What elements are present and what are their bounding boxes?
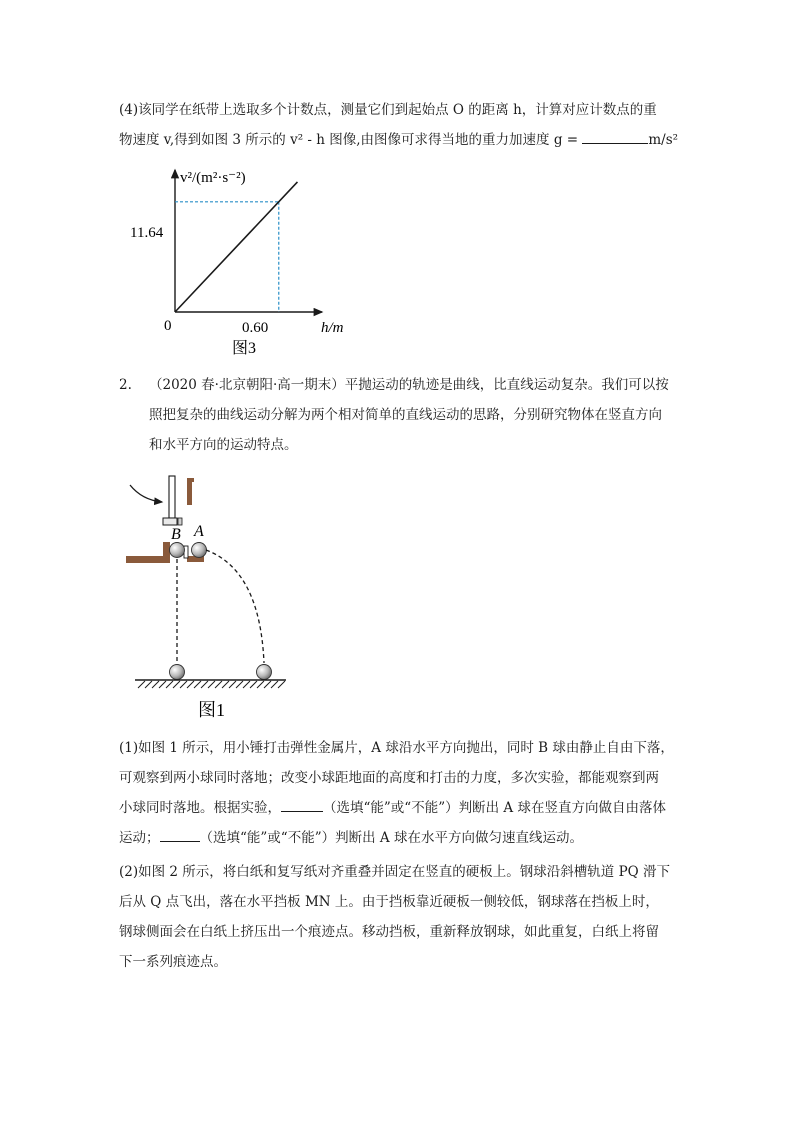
parabolic-trajectory xyxy=(206,550,264,663)
question-4-line-1: (4)该同学在纸带上选取多个计数点，测量它们到起始点 O 的距离 h，计算对应计数点的重 xyxy=(119,102,657,118)
figure-1-caption: 图1 xyxy=(198,700,225,720)
hatch-mark xyxy=(180,681,187,688)
label-b: B xyxy=(171,526,181,543)
figure-1-apparatus xyxy=(120,470,300,725)
sub-question-2-line-4: 下一系列痕迹点。 xyxy=(119,954,227,970)
hatch-mark xyxy=(166,681,173,688)
hatch-mark xyxy=(229,681,236,688)
sub-question-2-line-1: (2)如图 2 所示，将白纸和复写纸对齐重叠并固定在竖直的硬板上。钢球沿斜槽轨道 PQ 滑下 xyxy=(119,864,671,880)
question-2 xyxy=(119,370,679,460)
sub-question-2-line-3: 钢球侧面会在白纸上挤压出一个痕迹点。移动挡板，重新释放钢球，如此重复，白纸上将留 xyxy=(119,924,659,940)
y-axis-label: v²/(m²·s⁻²) xyxy=(180,170,246,186)
hatch-mark xyxy=(222,681,229,688)
ball-a xyxy=(192,543,207,558)
question-number: 2. xyxy=(119,377,132,393)
figure-3-caption: 图3 xyxy=(232,340,257,357)
sub-question-1-line-4 xyxy=(119,823,677,853)
hatch-mark xyxy=(236,681,243,688)
hatch-mark xyxy=(243,681,250,688)
hatch-mark xyxy=(250,681,257,688)
question-4-line-2 xyxy=(119,125,677,155)
figure-1 xyxy=(120,470,300,725)
hammer-head xyxy=(163,518,177,525)
question-2-line-1: （2020 春·北京朝阳·高一期末）平抛运动的轨迹是曲线，比直线运动复杂。我们可以按 xyxy=(149,377,669,393)
origin-label: 0 xyxy=(164,318,172,334)
chart-layer xyxy=(175,182,297,312)
label-a: A xyxy=(194,523,204,540)
hatch-mark xyxy=(257,681,264,688)
question-2-line-3: 和水平方向的运动特点。 xyxy=(149,437,298,453)
hatch-mark xyxy=(271,681,278,688)
ball-a-landed xyxy=(257,665,272,680)
hatch-mark xyxy=(264,681,271,688)
hatch-mark xyxy=(194,681,201,688)
hatch-mark xyxy=(145,681,152,688)
sub-question-2 xyxy=(119,857,677,977)
hatch-mark xyxy=(201,681,208,688)
support-post xyxy=(187,478,192,505)
ball-b xyxy=(170,543,185,558)
question-4-line-2-text: 物速度 v,得到如图 3 所示的 v² - h 图像,由图像可求得当地的重力加速度 g = xyxy=(119,132,579,148)
question-4 xyxy=(119,95,677,155)
sub-question-1-line-1: (1)如图 1 所示，用小锤打击弹性金属片，A 球沿水平方向抛出，同时 B 球由静止自由下落， xyxy=(119,740,674,756)
ground-hatching xyxy=(138,681,285,688)
hatch-mark xyxy=(152,681,159,688)
y-tick-label: 11.64 xyxy=(130,225,164,241)
answer-blank-1[interactable] xyxy=(281,799,323,812)
sub-question-2-line-2: 后从 Q 点飞出，落在水平挡板 MN 上。由于挡板靠近硬板一侧较低，钢球落在挡板上时， xyxy=(119,894,659,910)
hatch-mark xyxy=(138,681,145,688)
sub-question-1-line-4-tail: （选填“能”或“不能”）判断出 A 球在水平方向做匀速直线运动。 xyxy=(199,830,583,846)
sub-question-1-line-4-text: 运动； xyxy=(119,830,160,846)
hatch-mark xyxy=(278,681,285,688)
hatch-mark xyxy=(159,681,166,688)
hatch-mark xyxy=(187,681,194,688)
question-2-line-2: 照把复杂的曲线运动分解为两个相对简单的直线运动的思路，分别研究物体在竖直方向 xyxy=(149,407,662,423)
sub-question-1-line-3-text: 小球同时落地。根据实验， xyxy=(119,800,281,816)
unit-text: m/s² xyxy=(648,132,679,148)
hatch-mark xyxy=(173,681,180,688)
hatch-mark xyxy=(215,681,222,688)
hatch-mark xyxy=(208,681,215,688)
ball-b-landed xyxy=(170,665,185,680)
sub-question-1 xyxy=(119,733,677,853)
sub-question-1-line-2: 可观察到两小球同时落地；改变小球距地面的高度和打击的力度，多次实验，都能观察到两 xyxy=(119,770,659,786)
answer-blank-2[interactable] xyxy=(160,829,200,842)
hammer-handle xyxy=(169,476,175,518)
sub-question-1-line-3-tail: （选填“能”或“不能”）判断出 A 球在竖直方向做自由落体 xyxy=(323,800,666,816)
answer-blank-g[interactable] xyxy=(582,131,648,144)
sub-question-1-line-3 xyxy=(119,793,677,823)
x-tick-label: 0.60 xyxy=(242,320,269,336)
strike-arrow-icon xyxy=(130,485,162,502)
x-axis-label: h/m xyxy=(321,320,344,336)
figure-3-graph xyxy=(120,160,370,360)
figure-3 xyxy=(120,160,370,360)
